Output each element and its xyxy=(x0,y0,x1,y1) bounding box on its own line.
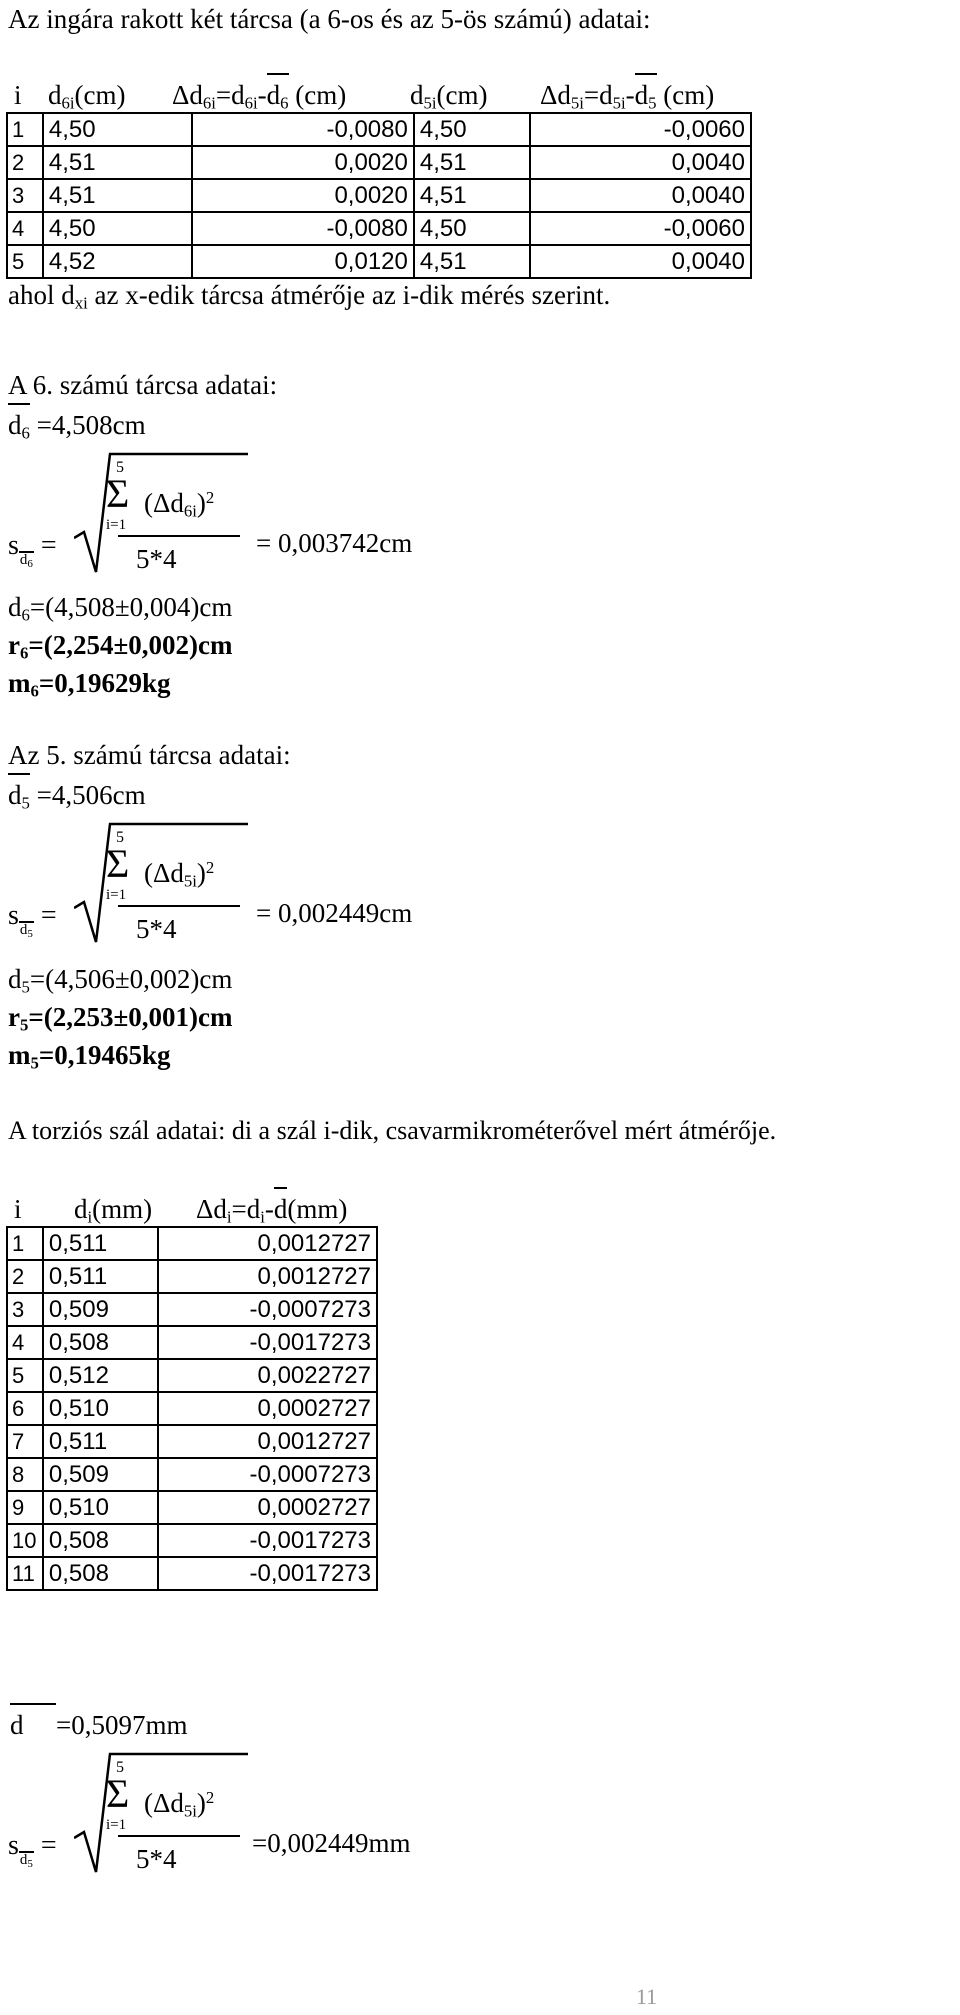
disc-measurement-table xyxy=(6,112,752,279)
wire-header-ddi: $\Delta d_i=d_i-d(mm)$ xyxy=(196,1194,348,1227)
disc5-denominator: 5*4 xyxy=(136,914,177,944)
table-cell-d: 0,508 xyxy=(43,1326,158,1359)
wire-header-di: $d_i(mm)$ xyxy=(74,1194,153,1227)
table-cell-i: 3 xyxy=(7,1293,43,1326)
table-row xyxy=(7,1491,377,1524)
disc6-std-formula xyxy=(0,452,760,582)
table-row xyxy=(7,1392,377,1425)
table-row xyxy=(7,1326,377,1359)
table-cell-i: 2 xyxy=(7,146,43,179)
table-cell-dd: -0,0017273 xyxy=(158,1557,377,1590)
disc6-r-result: $r_6=(2,254\pm 0,002)cm$ xyxy=(8,630,233,663)
disc5-sum-bottom: i=1 xyxy=(106,887,127,903)
wire-header-i: i xyxy=(14,1194,22,1224)
disc5-sigma: Σ xyxy=(106,841,130,886)
table-row xyxy=(7,179,751,212)
wire-measurement-table xyxy=(6,1226,378,1591)
page-number-label: 11 xyxy=(636,1984,658,2009)
table-cell-d5: 4,51 xyxy=(414,245,530,278)
disc6-d-result: $d_6=(4,508\pm 0,004)cm$ xyxy=(8,592,233,625)
table-row xyxy=(7,245,751,278)
table-row xyxy=(7,1557,377,1590)
table-cell-dd: 0,0012727 xyxy=(158,1260,377,1293)
disc6-std-result: = 0,003742cm xyxy=(256,528,413,558)
table-cell-i: 4 xyxy=(7,212,43,245)
table-cell-d: 0,511 xyxy=(43,1425,158,1458)
wire-heading-label: A torziós szál adatai: di a szál i-dik, csavarmikrométerővel mért átmérője. xyxy=(8,1116,777,1145)
table-cell-d: 0,510 xyxy=(43,1491,158,1524)
table1-header-i: i xyxy=(14,80,22,110)
table-cell-d: 0,508 xyxy=(43,1557,158,1590)
intro-text xyxy=(8,6,650,33)
disc6-mean: $d_6 =4,508cm$ xyxy=(8,410,146,443)
disc6-sigma: Σ xyxy=(106,471,130,516)
disc6-sum-top: 5 xyxy=(116,459,124,476)
table1-header-dd5i: $\Delta d_{5i}=d_{5i}-d_5$ (cm) xyxy=(540,80,715,113)
table-cell-dd: 0,0002727 xyxy=(158,1392,377,1425)
wire-sum-top: 5 xyxy=(116,1759,124,1776)
note-text: ahol $d_{xi}$ az x-edik tárcsa átmérője az i-dik mérés szerint. xyxy=(8,280,611,313)
table-cell-i: 6 xyxy=(7,1392,43,1425)
disc5-heading-label: Az 5. számú tárcsa adatai: xyxy=(8,740,291,770)
table-cell-dd6: 0,0020 xyxy=(192,146,413,179)
table-row xyxy=(7,1260,377,1293)
table-cell-d: 0,511 xyxy=(43,1260,158,1293)
table-row xyxy=(7,1227,377,1260)
table-cell-dd: 0,0012727 xyxy=(158,1425,377,1458)
wire-measurement-table-body xyxy=(7,1227,377,1590)
table-cell-i: 4 xyxy=(7,1326,43,1359)
disc6-m-result-value: =0,19629kg xyxy=(38,668,171,698)
table-cell-d6: 4,51 xyxy=(43,179,193,212)
table-cell-dd: 0,0012727 xyxy=(158,1227,377,1260)
table-cell-dd6: 0,0020 xyxy=(192,179,413,212)
table-cell-d6: 4,50 xyxy=(43,212,193,245)
wire-mean: d =0,5097mm xyxy=(10,1710,188,1740)
table-cell-i: 2 xyxy=(7,1260,43,1293)
table-cell-dd5: 0,0040 xyxy=(530,245,751,278)
disc6-m-result: $m_6=0,19629kg$ xyxy=(8,668,171,701)
table-row xyxy=(7,146,751,179)
wire-heading xyxy=(8,1118,776,1144)
table-cell-dd: 0,0002727 xyxy=(158,1491,377,1524)
table-cell-i: 5 xyxy=(7,1359,43,1392)
table-cell-d: 0,510 xyxy=(43,1392,158,1425)
table-row xyxy=(7,1359,377,1392)
table-cell-d6: 4,52 xyxy=(43,245,193,278)
disc5-s-symbol: $sd_5$ = xyxy=(8,900,57,941)
table-cell-dd: 0,0022727 xyxy=(158,1359,377,1392)
table-cell-dd6: -0,0080 xyxy=(192,113,413,146)
disc5-heading xyxy=(8,742,291,769)
table-cell-i: 7 xyxy=(7,1425,43,1458)
disc-measurement-table-body xyxy=(7,113,751,278)
table-cell-d: 0,509 xyxy=(43,1458,158,1491)
wire-std-result: =0,002449mm xyxy=(252,1828,411,1858)
table-cell-dd5: 0,0040 xyxy=(530,179,751,212)
table-cell-d5: 4,51 xyxy=(414,179,530,212)
wire-mean-value: =0,5097mm xyxy=(56,1710,188,1740)
table-cell-dd5: 0,0040 xyxy=(530,146,751,179)
disc6-heading xyxy=(8,372,277,399)
disc5-r-result-value: =(2,253±0,001)cm xyxy=(28,1002,233,1032)
table-cell-dd6: 0,0120 xyxy=(192,245,413,278)
table-row xyxy=(7,113,751,146)
table-cell-dd: -0,0017273 xyxy=(158,1524,377,1557)
table-cell-d: 0,508 xyxy=(43,1524,158,1557)
wire-sigma: Σ xyxy=(106,1771,130,1816)
disc5-mean: $d_5 =4,506cm$ xyxy=(8,780,146,813)
table-cell-d: 0,511 xyxy=(43,1227,158,1260)
disc5-d-result: $d_5=(4,506\pm 0,002)cm$ xyxy=(8,964,233,997)
table-cell-d6: 4,51 xyxy=(43,146,193,179)
disc6-sum-bottom: i=1 xyxy=(106,517,127,533)
disc5-d-result-value: =(4,506±0,002)cm xyxy=(29,964,233,994)
disc5-m-result: $m_5=0,19465kg$ xyxy=(8,1040,171,1073)
disc5-delta-term: $(\Delta d_{5i})^2$ xyxy=(144,857,215,891)
table-cell-i: 1 xyxy=(7,1227,43,1260)
wire-s-symbol: $sd_5$ = xyxy=(8,1830,57,1871)
table-cell-d: 0,512 xyxy=(43,1359,158,1392)
table1-header-d5i: $d_{5i}(cm)$ xyxy=(410,80,488,113)
table-row xyxy=(7,1524,377,1557)
table-cell-d5: 4,50 xyxy=(414,113,530,146)
disc6-mean-value: =4,508cm xyxy=(36,410,146,440)
table-cell-i: 9 xyxy=(7,1491,43,1524)
disc6-denominator: 5*4 xyxy=(136,544,177,574)
table-cell-dd5: -0,0060 xyxy=(530,113,751,146)
table1-header-dd6i: $\Delta d_{6i}=d_{6i}-d_6$ (cm) xyxy=(172,80,347,113)
table-row xyxy=(7,1458,377,1491)
table-cell-d6: 4,50 xyxy=(43,113,193,146)
table-cell-i: 3 xyxy=(7,179,43,212)
intro-label: Az ingára rakott két tárcsa (a 6-os és az 5-ös számú) adatai: xyxy=(8,4,651,34)
table-cell-i: 5 xyxy=(7,245,43,278)
table-cell-d5: 4,51 xyxy=(414,146,530,179)
table-cell-dd6: -0,0080 xyxy=(192,212,413,245)
table-cell-d5: 4,50 xyxy=(414,212,530,245)
disc5-mean-value: =4,506cm xyxy=(36,780,146,810)
table-cell-dd: -0,0007273 xyxy=(158,1293,377,1326)
wire-std-formula xyxy=(0,1752,760,1882)
disc5-sum-top: 5 xyxy=(116,829,124,846)
table-row xyxy=(7,1293,377,1326)
disc6-r-result-value: =(2,254±0,002)cm xyxy=(28,630,233,660)
page-number xyxy=(636,1986,657,2008)
wire-denominator: 5*4 xyxy=(136,1844,177,1874)
disc6-heading-label: A 6. számú tárcsa adatai: xyxy=(8,370,278,400)
table-cell-i: 11 xyxy=(7,1557,43,1590)
disc5-r-result: $r_5=(2,253\pm 0,001)cm$ xyxy=(8,1002,233,1035)
disc6-s-symbol: $sd_6$ = xyxy=(8,530,57,571)
table-cell-i: 8 xyxy=(7,1458,43,1491)
disc5-std-formula xyxy=(0,822,760,952)
table-row xyxy=(7,1425,377,1458)
disc5-std-result: = 0,002449cm xyxy=(256,898,413,928)
wire-sum-bottom: i=1 xyxy=(106,1817,127,1833)
table1-header-d6i: $d_{6i}(cm)$ xyxy=(48,80,126,113)
table-cell-dd5: -0,0060 xyxy=(530,212,751,245)
table-cell-d: 0,509 xyxy=(43,1293,158,1326)
table-cell-i: 10 xyxy=(7,1524,43,1557)
table-cell-dd: -0,0017273 xyxy=(158,1326,377,1359)
table-cell-dd: -0,0007273 xyxy=(158,1458,377,1491)
disc6-d-result-value: =(4,508±0,004)cm xyxy=(29,592,233,622)
disc6-delta-term: $(\Delta d_{6i})^2$ xyxy=(144,487,215,521)
table-cell-i: 1 xyxy=(7,113,43,146)
disc5-m-result-value: =0,19465kg xyxy=(38,1040,171,1070)
wire-delta-term: $(\Delta d_{5i})^2$ xyxy=(144,1787,215,1821)
table-row xyxy=(7,212,751,245)
